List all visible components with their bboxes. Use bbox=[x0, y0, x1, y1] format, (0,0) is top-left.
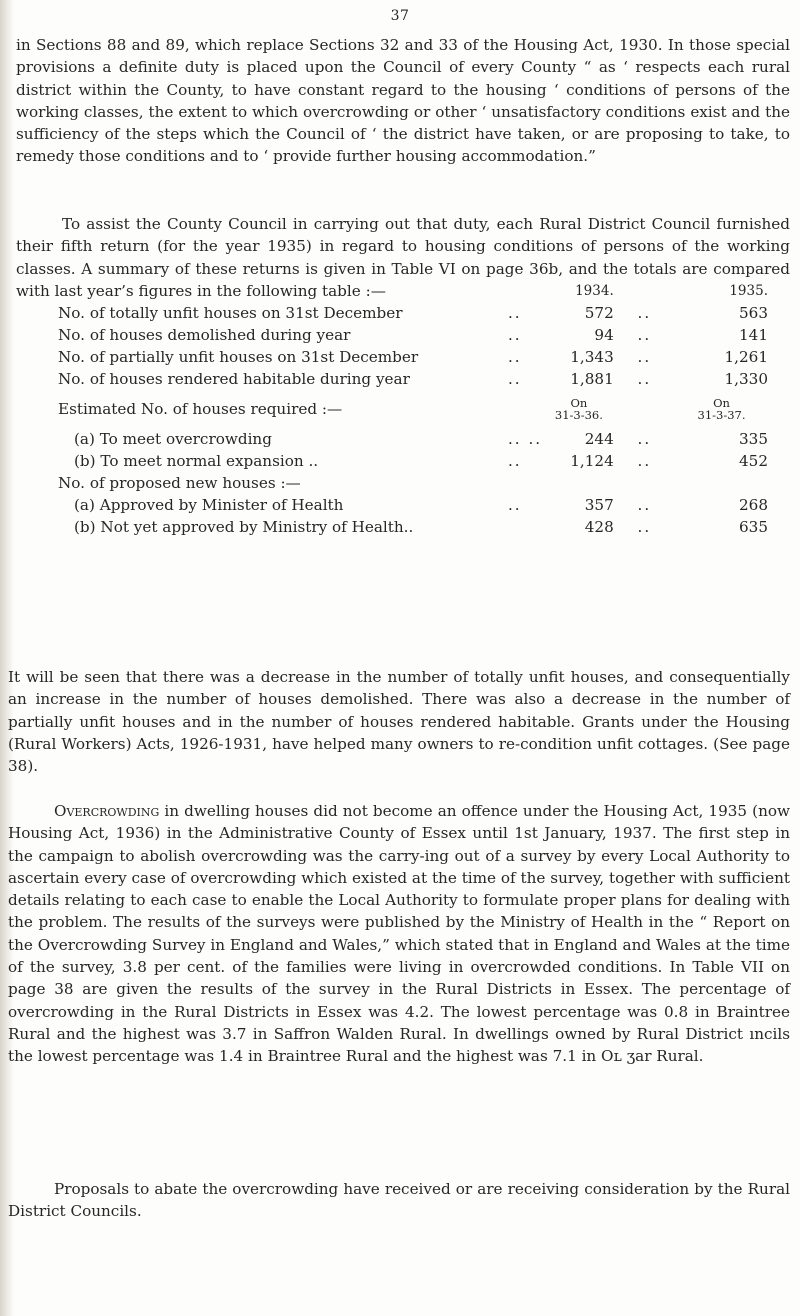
table-row bbox=[58, 390, 768, 428]
row-label: (b) Not yet approved by Ministry of Health.. bbox=[74, 518, 414, 536]
value-1935: 1,330 bbox=[724, 370, 768, 388]
overcrowding-body-text: in dwelling houses did not become an offence under the Housing Act, 1935 (now Housing Act, 1936) in the Administrative County of Essex until 1st January, 1937. The first step in the campaign to abolish overcrowding was the carry-ing out of a survey by every Local Authority to ascertain every case of overcrowding which existed at the time of the survey, together with sufficient details relating to each case to enable the Local Authority to formulate proper plans for dealing with the problem. The results of the surveys were published by the Ministry of Health in the “ Report on the Overcrowding Survey in England and Wales,” which stated that in England and Wales at the time of the survey, 3.8 per cent. of the families were living in overcrowded conditions. In Table VII on page 38 are given the results of the survey in the Rural Districts in Essex. The percentage of overcrowding in the Rural Districts in Essex was 4.2. The lowest percentage was 0.8 in Braintree Rural and the highest was 3.7 in Saffron Walden Rural. In dwellings owned by Rural District ıncils the lowest percentage was 1.4 in Braintree Rural and the highest was 7.1 in Oʟ ʒar Rural. bbox=[8, 802, 790, 1066]
row-label: No. of proposed new houses :— bbox=[58, 474, 301, 492]
paragraph-overcrowding-survey bbox=[8, 800, 790, 1068]
page-binding-edge bbox=[0, 0, 14, 1316]
table-row: No. of houses demolished during year .. 94 .. 141 bbox=[58, 326, 768, 344]
value-1934: 572 bbox=[584, 304, 614, 322]
value-1934: 1,881 bbox=[570, 370, 614, 388]
row-label: (a) To meet overcrowding bbox=[74, 430, 272, 448]
paragraph-decrease-unfit-houses: It will be seen that there was a decrease in the number of totally unfit houses, and consequentially an increase in the number of houses demolished. There was also a decrease in the number of partially unfit houses and in the number of houses rendered habitable. Grants under the Housing (Rural Workers) Acts, 1926-1931, have helped many owners to re-condition unfit cottages. (See page 38). bbox=[8, 668, 790, 776]
row-label: (a) Approved by Minister of Health bbox=[74, 496, 344, 514]
table-row: No. of houses rendered habitable during year .. 1,881 .. 1,330 bbox=[58, 370, 768, 388]
row-label: No. of houses demolished during year bbox=[58, 326, 351, 344]
date-1935: On 31-3-37. bbox=[697, 396, 746, 422]
table-row: No. of totally unfit houses on 31st December .. 572 .. 563 bbox=[58, 304, 768, 322]
paragraph-rural-returns: To assist the County Council in carrying out that duty, each Rural District Council furnished their fifth return (for the year 1935) in regard to housing conditions of persons of the working classes. A summary of these returns is given in Table VI on page 36b, and the totals are compared with last year’s figures in the following table :— bbox=[16, 215, 790, 300]
paragraph-abatement-proposals: Proposals to abate the overcrowding have received or are receiving consideration by the Rural District Councils. bbox=[8, 1180, 790, 1221]
table-row bbox=[58, 472, 768, 494]
row-label: No. of totally unfit houses on 31st December bbox=[58, 304, 403, 322]
value-1934: 244 bbox=[584, 430, 614, 448]
value-1934: 1,343 bbox=[570, 348, 614, 366]
column-header-1935: 1935. bbox=[729, 283, 768, 299]
table-row: (a) Approved by Minister of Health .. 357 .. 268 bbox=[58, 494, 768, 516]
page-number: 37 bbox=[390, 8, 410, 24]
overcrowding-lead-word: Overcrowding bbox=[54, 802, 160, 820]
row-label: Estimated No. of houses required :— bbox=[58, 400, 343, 418]
table-row: No. of partially unfit houses on 31st December .. 1,343 .. 1,261 bbox=[58, 348, 768, 366]
row-label: No. of houses rendered habitable during year bbox=[58, 370, 410, 388]
table-row: (a) To meet overcrowding .. .. 244 .. 335 bbox=[58, 428, 768, 450]
row-label: No. of partially unfit houses on 31st December bbox=[58, 348, 419, 366]
value-1935: 563 bbox=[739, 304, 768, 322]
value-1934: 428 bbox=[584, 518, 614, 536]
column-header-1934: 1934. bbox=[575, 283, 614, 299]
value-1935: 141 bbox=[739, 326, 768, 344]
table-header-row bbox=[58, 280, 768, 302]
value-1934: 357 bbox=[584, 496, 614, 514]
date-1934: On 31-3-36. bbox=[554, 396, 603, 422]
row-label: (b) To meet normal expansion .. bbox=[74, 452, 319, 470]
value-1935: 268 bbox=[739, 496, 768, 514]
value-1935: 452 bbox=[739, 452, 768, 470]
table-row: (b) To meet normal expansion .. .. 1,124 .. 452 bbox=[58, 450, 768, 472]
paragraph-housing-act-duty: in Sections 88 and 89, which replace Sections 32 and 33 of the Housing Act, 1930. In those special provisions a definite duty is placed upon the Council of every County “ as ‘ respects each rural district within the County, to have constant regard to the housing ‘ conditions of persons of the working classes, the extent to which overcrowding or other ‘ unsatisfactory conditions exist and the sufficiency of the steps which the Council of ‘ the district have taken, or are proposing to take, to remedy those conditions and to ‘ provide further housing accommodation.” bbox=[16, 36, 790, 166]
value-1935: 635 bbox=[739, 518, 768, 536]
table-row: (b) Not yet approved by Ministry of Health.. 428 .. 635 bbox=[58, 516, 768, 538]
value-1934: 94 bbox=[594, 326, 614, 344]
housing-comparison-table bbox=[58, 280, 768, 538]
value-1935: 1,261 bbox=[724, 348, 768, 366]
value-1934: 1,124 bbox=[570, 452, 614, 470]
value-1935: 335 bbox=[739, 430, 768, 448]
